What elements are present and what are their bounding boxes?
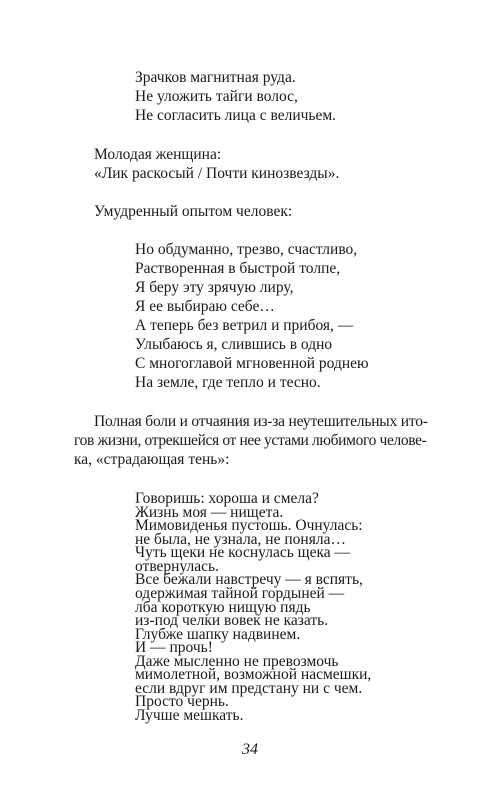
poem-line: С многоглавой мгновенной роднею <box>135 355 369 372</box>
poem-line: Не уложить тайги волос, <box>135 88 298 105</box>
poem-line: И — прочь! <box>135 639 213 656</box>
label-line: Молодая женщина: <box>94 146 222 163</box>
speaker-label-2: Умудренный опытом человек: <box>94 203 293 220</box>
poem-line: не была, не узнала, не поняла… <box>135 531 346 548</box>
poem-line: одержимая тайной гордыней — <box>135 585 345 602</box>
poem-line: если вдруг им предстану ни с чем. <box>135 680 363 697</box>
poem-line: из-под челки вовек не казать. <box>135 612 329 629</box>
page-number: 34 <box>242 741 258 758</box>
poem-line: А теперь без ветрил и прибоя, — <box>135 317 354 334</box>
poem-line: Мимовиденья пустошь. Очнулась: <box>135 517 363 534</box>
poem-line: Но обдуманно, трезво, счастливо, <box>135 241 358 258</box>
poem-line: Все бежали навстречу — я вспять, <box>135 571 363 588</box>
poem-line: Я беру эту зрячую лиру, <box>135 279 294 296</box>
poem-line: Зрачков магнитная руда. <box>135 69 296 86</box>
poem-line: мимолетной, возможной насмешки, <box>135 666 372 683</box>
poem-line: Глубже шапку надвинем. <box>135 626 301 643</box>
prose-line: гов жизни, отрекшейся от нее устами любимого челове- <box>74 432 427 449</box>
poem-line: лба короткую нищую пядь <box>135 599 311 616</box>
poem-line: Улыбаюсь я, слившись в одно <box>135 336 333 353</box>
poem-line: Лучше мешкать. <box>135 707 244 724</box>
poem-line: Просто чернь. <box>135 693 229 710</box>
prose-line: ка, «страдающая тень»: <box>74 451 230 468</box>
poem-line: Растворенная в быстрой толпе, <box>135 260 341 277</box>
poem-line: отвернулась. <box>135 558 219 575</box>
poem-line: Я ее выбираю себе… <box>135 298 275 315</box>
poem-line: Говоришь: хороша и смела? <box>135 490 319 507</box>
poem-line: Жизнь моя — нищета. <box>135 504 284 521</box>
label-line: «Лик раскосый / Почти кинозвезды». <box>94 165 340 182</box>
prose-line: Полная боли и отчаяния из-за неутешительных ито- <box>94 413 428 430</box>
poem-line: Даже мысленно не превозмочь <box>135 653 339 670</box>
poem-line: Чуть щеки не коснулась щека — <box>135 544 351 561</box>
poem-line: На земле, где тепло и тесно. <box>135 374 321 391</box>
poem-line: Не согласить лица с величьем. <box>135 107 337 124</box>
